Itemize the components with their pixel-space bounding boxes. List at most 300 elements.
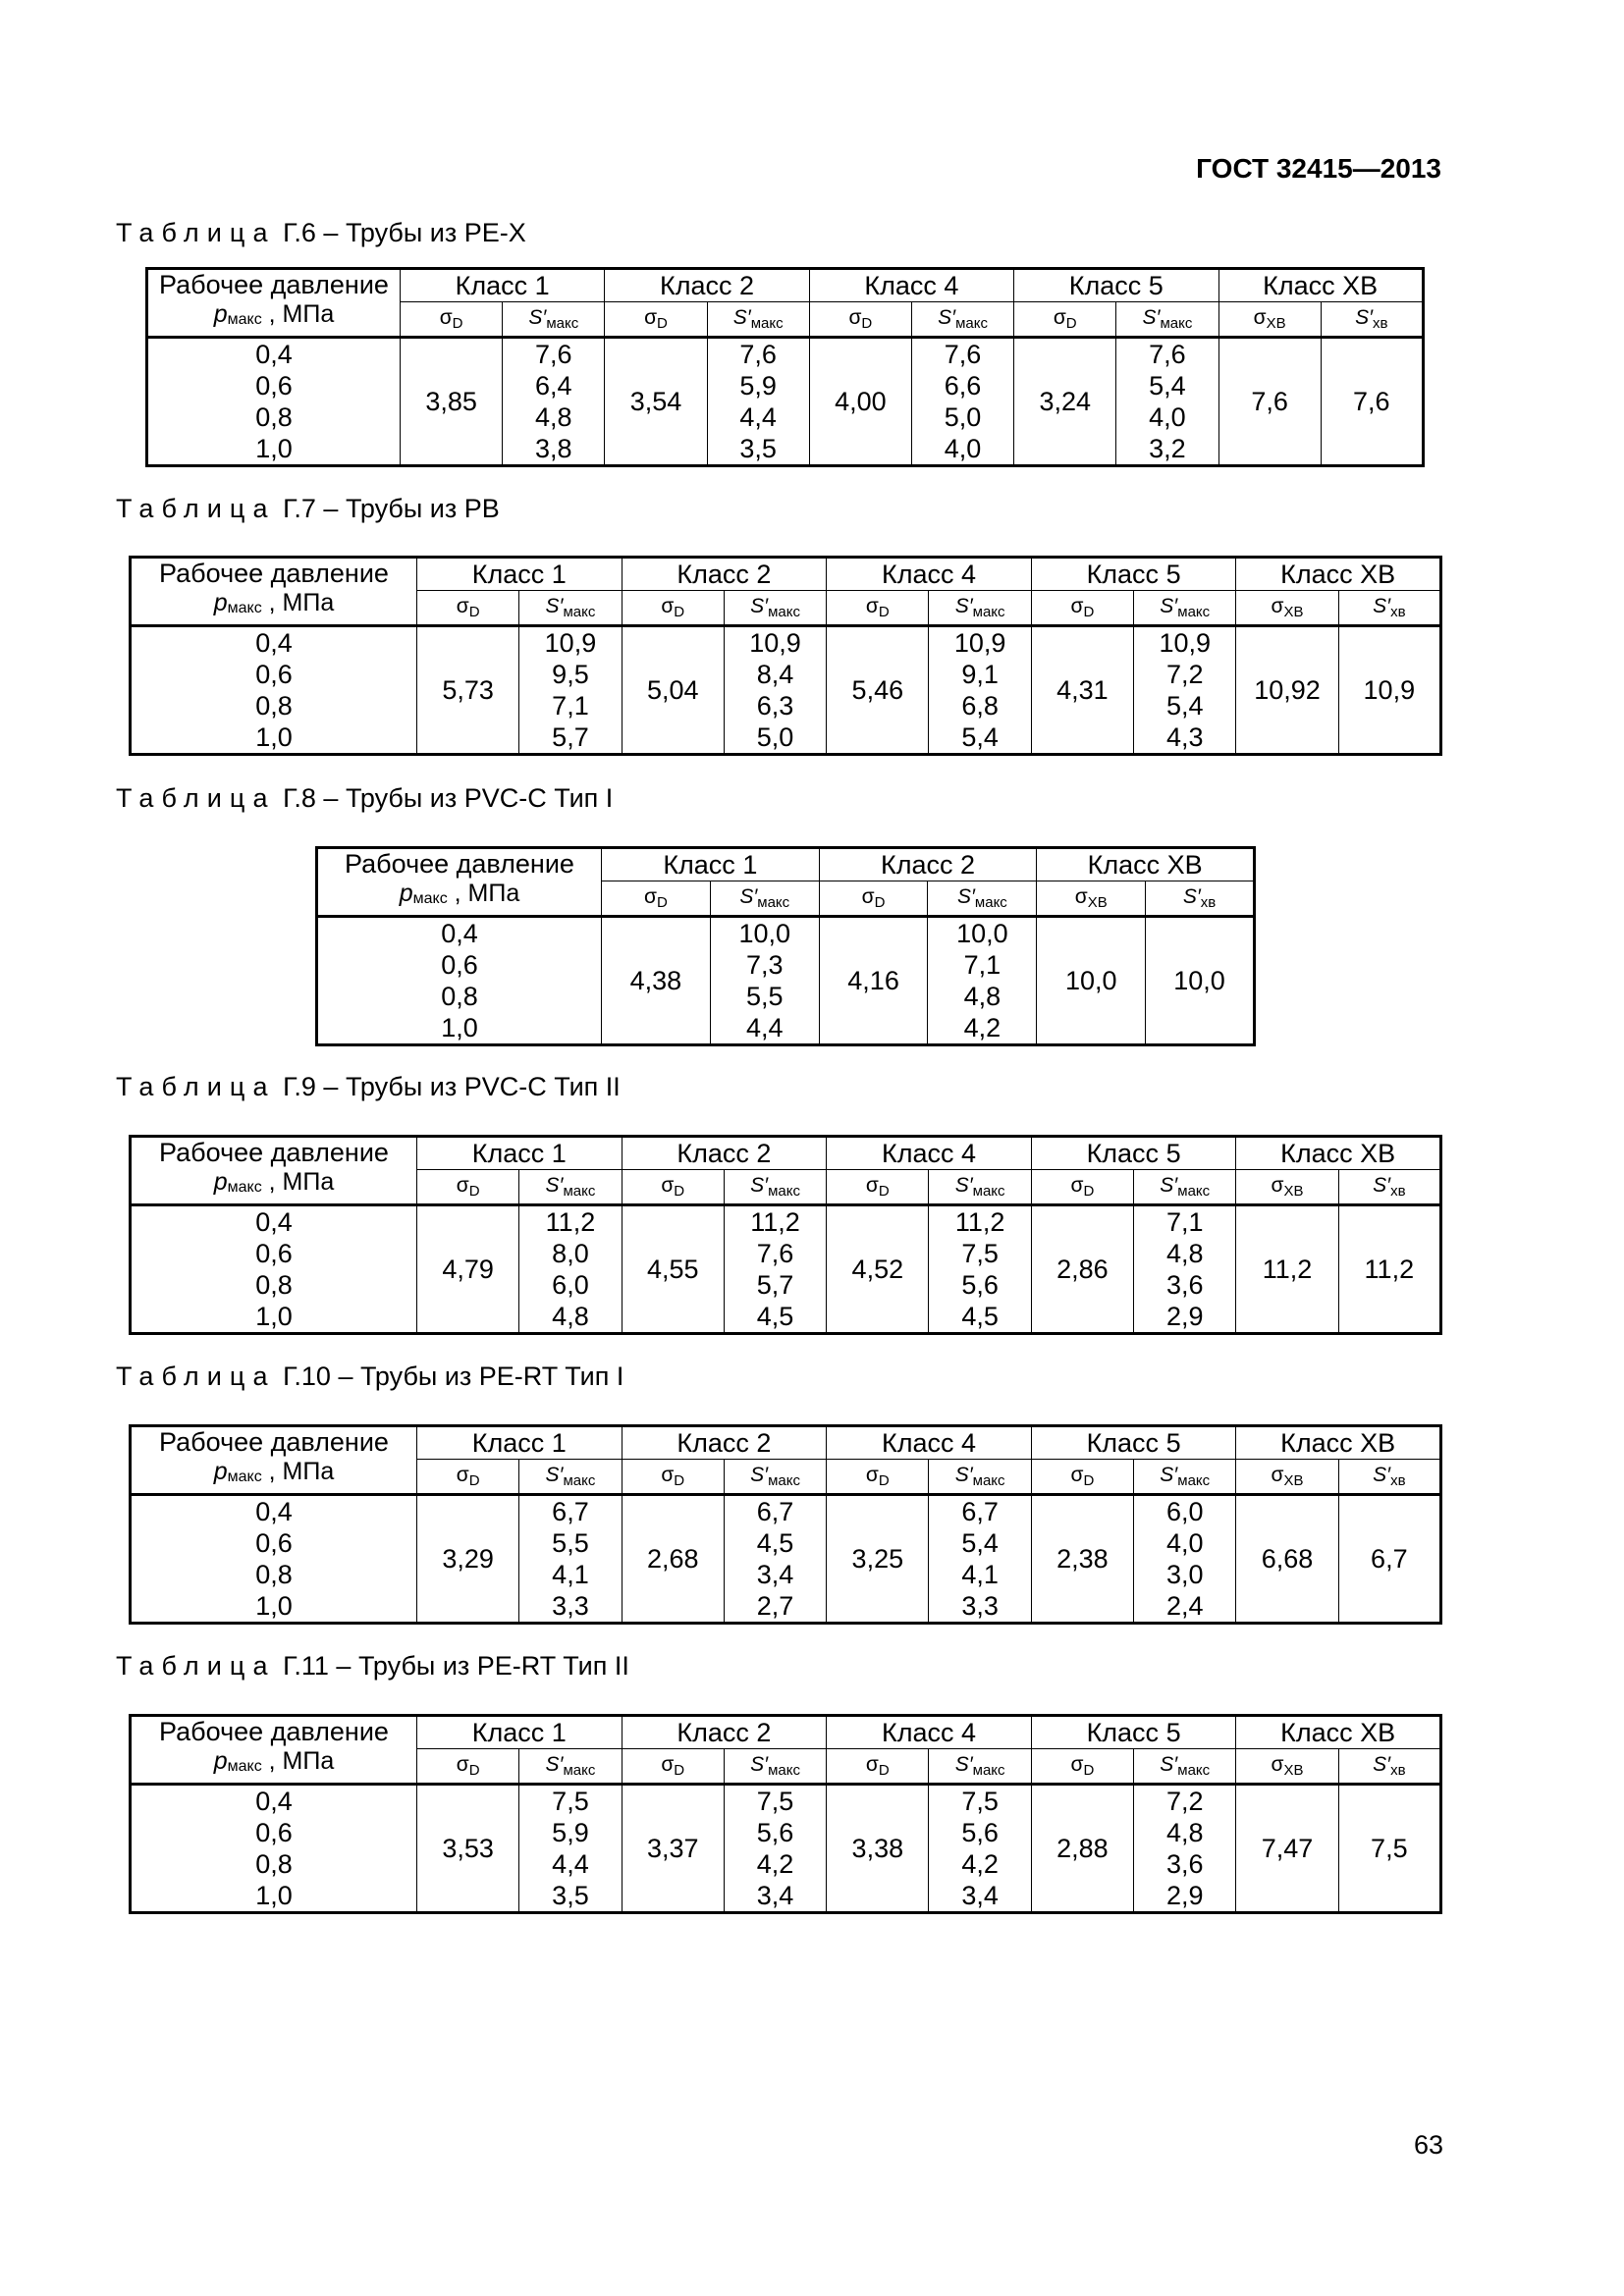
table-caption: [116, 1651, 629, 1682]
pressure-value: 0,8: [255, 1560, 293, 1589]
s-max-value: 4,1: [552, 1560, 589, 1589]
table-caption: [116, 1072, 621, 1102]
sigma-d-value: 4,55: [622, 1205, 724, 1334]
s-max-header: $S'_{макс}$: [1134, 1460, 1236, 1495]
sigma-d-value: 2,38: [1031, 1495, 1133, 1624]
s-max-value: 11,2: [750, 1207, 800, 1237]
s-max-values: [928, 917, 1037, 1045]
s-max-value: 3,8: [535, 434, 572, 463]
s-max-header: $S'_{макс}$: [724, 591, 826, 626]
sigma-d-header: $\sigma_D$: [417, 591, 519, 626]
sigma-d-value: 3,54: [605, 338, 707, 466]
s-max-value: 10,9: [953, 628, 1006, 658]
s-xv-value: 11,2: [1338, 1205, 1440, 1334]
sigma-d-header: $\sigma_D$: [401, 302, 503, 338]
s-max-value: 4,2: [961, 1849, 999, 1879]
pressure-value: 0,4: [441, 919, 478, 948]
s-max-value: 7,5: [552, 1787, 589, 1816]
class-header: Класс 4: [827, 1137, 1032, 1170]
pressure-header: [317, 848, 602, 917]
s-max-header: $S'_{макс}$: [929, 1749, 1031, 1785]
sigma-xv-header: $\sigma_{ХВ}$: [1236, 591, 1338, 626]
s-max-value: 7,1: [1165, 1207, 1204, 1237]
s-max-value: 11,2: [954, 1207, 1005, 1237]
sigma-d-value: 3,29: [417, 1495, 519, 1624]
table-caption: [116, 494, 500, 524]
pressure-header-unit: $p_{макс}$ , МПа: [213, 1747, 335, 1775]
sigma-d-value: 5,04: [622, 626, 724, 755]
s-max-values: [1134, 1205, 1236, 1334]
s-max-value: 9,5: [552, 660, 589, 689]
s-max-value: 5,5: [745, 982, 784, 1011]
sigma-d-header: $\sigma_D$: [622, 1749, 724, 1785]
s-max-header: $S'_{макс}$: [724, 1749, 826, 1785]
sigma-d-header: $\sigma_D$: [809, 302, 911, 338]
s-max-header: $S'_{макс}$: [724, 1170, 826, 1205]
data-table: [315, 846, 1256, 1046]
class-header: Класс 4: [827, 558, 1032, 591]
pressure-values: [131, 626, 417, 755]
s-max-value: 4,5: [756, 1528, 794, 1558]
s-max-value: 3,5: [552, 1881, 589, 1910]
s-max-values: [1134, 1785, 1236, 1913]
s-max-value: 4,0: [1149, 402, 1186, 432]
s-max-value: 5,0: [944, 402, 982, 432]
sigma-d-value: 3,85: [401, 338, 503, 466]
pressure-values: [131, 1205, 417, 1334]
table-row: [131, 1495, 1441, 1624]
class-header: Класс 1: [602, 848, 820, 881]
caption-label: Таблица: [116, 783, 276, 813]
s-max-header: $S'_{макс}$: [519, 1749, 622, 1785]
header-row: [131, 558, 1441, 591]
s-max-value: 3,4: [756, 1881, 794, 1910]
s-max-value: 7,1: [552, 691, 589, 721]
s-max-value: 10,0: [738, 919, 791, 948]
table-caption: [116, 218, 526, 248]
s-max-values: [1134, 626, 1236, 755]
sigma-xv-value: 11,2: [1236, 1205, 1338, 1334]
sigma-d-value: 3,53: [417, 1785, 519, 1913]
s-max-values: [724, 626, 826, 755]
caption-label: Таблица: [116, 1072, 276, 1101]
class-header: Класс 5: [1031, 1137, 1236, 1170]
class-xv-header: Класс ХВ: [1236, 1426, 1441, 1460]
class-xv-header: Класс ХВ: [1236, 1137, 1441, 1170]
sigma-d-header: $\sigma_D$: [622, 591, 724, 626]
header-row: [147, 269, 1424, 302]
header-row: [131, 1137, 1441, 1170]
pressure-value: 1,0: [441, 1013, 478, 1042]
pressure-value: 0,4: [255, 1497, 293, 1526]
pressure-header: [131, 558, 417, 626]
s-max-value: 3,5: [739, 434, 777, 463]
s-max-value: 4,8: [1165, 1239, 1204, 1268]
class-header: Класс 5: [1014, 269, 1218, 302]
s-max-value: 7,2: [1165, 660, 1204, 689]
s-max-value: 4,4: [552, 1849, 589, 1879]
pressure-value: 0,6: [255, 660, 293, 689]
s-max-value: 10,9: [749, 628, 801, 658]
caption-title: Г.10 – Трубы из PE-RT Тип I: [275, 1362, 624, 1391]
s-xv-value: 10,0: [1146, 917, 1255, 1045]
caption-title: Г.8 – Трубы из PVC-C Тип I: [275, 783, 614, 813]
pressure-value: 1,0: [255, 1881, 293, 1910]
s-max-header: $S'_{макс}$: [724, 1460, 826, 1495]
sigma-d-value: 4,31: [1031, 626, 1133, 755]
sigma-d-value: 3,25: [827, 1495, 929, 1624]
s-max-value: 5,0: [756, 722, 794, 752]
pressure-value: 0,4: [255, 340, 293, 369]
s-max-value: 4,4: [745, 1013, 784, 1042]
s-max-value: 3,2: [1149, 434, 1186, 463]
pressure-value: 0,4: [255, 1207, 293, 1237]
sigma-xv-header: $\sigma_{ХВ}$: [1236, 1749, 1338, 1785]
sigma-d-value: 4,16: [819, 917, 928, 1045]
class-xv-header: Класс ХВ: [1236, 1716, 1441, 1749]
pressure-header-unit: $p_{макс}$ , МПа: [213, 1458, 335, 1485]
pressure-value: 0,4: [255, 628, 293, 658]
data-table: [129, 1135, 1442, 1335]
s-max-value: 4,0: [1165, 1528, 1204, 1558]
s-max-header: $S'_{макс}$: [1134, 1170, 1236, 1205]
pressure-header-label: Рабочее давление: [345, 849, 574, 879]
table-caption: [116, 783, 613, 814]
s-max-value: 4,3: [1165, 722, 1204, 752]
pressure-value: 1,0: [255, 722, 293, 752]
pressure-value: 0,6: [255, 371, 293, 400]
class-header: Класс 1: [417, 1137, 623, 1170]
class-header: Класс 2: [819, 848, 1037, 881]
s-max-value: 5,4: [1149, 371, 1186, 400]
s-max-value: 2,9: [1165, 1302, 1204, 1331]
class-header: Класс 1: [417, 1426, 623, 1460]
s-max-values: [724, 1495, 826, 1624]
s-xv-header: $S'_{хв}$: [1338, 1749, 1440, 1785]
s-xv-value: 7,5: [1338, 1785, 1440, 1913]
s-max-value: 3,6: [1165, 1849, 1204, 1879]
s-max-value: 4,2: [756, 1849, 794, 1879]
sigma-d-value: 5,46: [827, 626, 929, 755]
s-max-value: 4,2: [963, 1013, 1001, 1042]
s-max-value: 5,6: [961, 1270, 999, 1300]
s-max-values: [519, 1495, 622, 1624]
s-max-values: [707, 338, 809, 466]
caption-title: Г.6 – Трубы из PE-X: [275, 218, 526, 247]
s-max-value: 2,9: [1165, 1881, 1204, 1910]
class-header: Класс 5: [1031, 1716, 1236, 1749]
sigma-d-value: 2,88: [1031, 1785, 1133, 1913]
s-xv-value: 10,9: [1338, 626, 1440, 755]
pressure-header-label: Рабочее давление: [159, 1138, 389, 1167]
s-max-value: 4,8: [963, 982, 1001, 1011]
pressure-header: [147, 269, 401, 338]
s-max-value: 4,8: [535, 402, 572, 432]
s-max-values: [519, 1785, 622, 1913]
document-header: ГОСТ 32415—2013: [1196, 153, 1441, 184]
sigma-d-value: 4,52: [827, 1205, 929, 1334]
data-table: [129, 556, 1442, 756]
s-max-header: $S'_{макс}$: [929, 591, 1031, 626]
header-row: [131, 1426, 1441, 1460]
s-max-value: 7,6: [756, 1239, 794, 1268]
pressure-value: 0,8: [255, 402, 293, 432]
s-max-value: 3,3: [961, 1591, 999, 1621]
sigma-d-header: $\sigma_D$: [417, 1749, 519, 1785]
pressure-header: [131, 1137, 417, 1205]
sigma-d-value: 4,38: [602, 917, 711, 1045]
sigma-xv-header: $\sigma_{ХВ}$: [1218, 302, 1321, 338]
class-header: Класс 4: [827, 1426, 1032, 1460]
sigma-d-value: 3,24: [1014, 338, 1116, 466]
pressure-value: 0,6: [255, 1528, 293, 1558]
table-row: [317, 917, 1255, 1045]
class-header: Класс 5: [1031, 558, 1236, 591]
sigma-d-header: $\sigma_D$: [827, 1170, 929, 1205]
caption-label: Таблица: [116, 1362, 276, 1391]
sigma-d-value: 4,79: [417, 1205, 519, 1334]
sigma-d-header: $\sigma_D$: [622, 1460, 724, 1495]
sigma-xv-header: $\sigma_{ХВ}$: [1236, 1170, 1338, 1205]
s-max-value: 6,7: [756, 1497, 794, 1526]
pressure-values: [147, 338, 401, 466]
pressure-values: [131, 1785, 417, 1913]
s-max-value: 3,4: [961, 1881, 999, 1910]
table-row: [131, 1205, 1441, 1334]
s-max-value: 5,6: [756, 1818, 794, 1847]
page-number: 63: [1414, 2130, 1444, 2160]
sigma-d-value: 2,86: [1031, 1205, 1133, 1334]
s-max-value: 5,4: [961, 1528, 999, 1558]
sigma-d-header: $\sigma_D$: [602, 881, 711, 917]
s-max-header: $S'_{макс}$: [1134, 591, 1236, 626]
s-max-values: [519, 1205, 622, 1334]
class-header: Класс 2: [605, 269, 809, 302]
s-max-header: $S'_{макс}$: [710, 881, 819, 917]
s-max-value: 3,4: [756, 1560, 794, 1589]
pressure-values: [317, 917, 602, 1045]
sigma-xv-header: $\sigma_{ХВ}$: [1037, 881, 1146, 917]
pressure-value: 0,6: [441, 950, 478, 980]
s-max-value: 9,1: [961, 660, 999, 689]
s-max-value: 4,0: [944, 434, 982, 463]
s-max-value: 7,6: [944, 340, 982, 369]
class-header: Класс 4: [809, 269, 1013, 302]
pressure-value: 1,0: [255, 1591, 293, 1621]
header-row: [317, 848, 1255, 881]
s-max-header: $S'_{макс}$: [519, 591, 622, 626]
pressure-header-label: Рабочее давление: [159, 1427, 389, 1457]
s-max-value: 5,9: [739, 371, 777, 400]
s-xv-header: $S'_{хв}$: [1338, 1170, 1440, 1205]
sigma-d-header: $\sigma_D$: [827, 1460, 929, 1495]
s-max-header: $S'_{макс}$: [503, 302, 605, 338]
s-max-value: 6,3: [756, 691, 794, 721]
s-max-values: [911, 338, 1013, 466]
table-row: [147, 338, 1424, 466]
s-max-value: 6,4: [535, 371, 572, 400]
caption-title: Г.11 – Трубы из PE-RT Тип II: [275, 1651, 629, 1681]
sigma-d-value: 5,73: [417, 626, 519, 755]
pressure-value: 0,8: [255, 1270, 293, 1300]
sigma-d-value: 3,37: [622, 1785, 724, 1913]
s-max-value: 4,5: [961, 1302, 999, 1331]
s-max-header: $S'_{макс}$: [519, 1170, 622, 1205]
s-max-value: 10,0: [956, 919, 1008, 948]
caption-title: Г.7 – Трубы из PB: [275, 494, 500, 523]
s-max-value: 7,5: [756, 1787, 794, 1816]
class-header: Класс 2: [622, 1426, 827, 1460]
s-max-value: 11,2: [545, 1207, 596, 1237]
s-max-values: [710, 917, 819, 1045]
sigma-d-header: $\sigma_D$: [605, 302, 707, 338]
table-caption: [116, 1362, 623, 1392]
class-xv-header: Класс ХВ: [1037, 848, 1255, 881]
s-max-value: 4,4: [739, 402, 777, 432]
caption-label: Таблица: [116, 218, 276, 247]
s-max-value: 6,0: [552, 1270, 589, 1300]
sigma-d-header: $\sigma_D$: [1031, 1749, 1133, 1785]
s-max-value: 7,5: [961, 1239, 999, 1268]
s-max-value: 5,7: [756, 1270, 794, 1300]
pressure-header: [131, 1426, 417, 1495]
pressure-value: 0,6: [255, 1239, 293, 1268]
s-max-value: 3,3: [552, 1591, 589, 1621]
pressure-value: 0,4: [255, 1787, 293, 1816]
s-max-value: 2,7: [756, 1591, 794, 1621]
s-max-header: $S'_{макс}$: [707, 302, 809, 338]
class-xv-header: Класс ХВ: [1236, 558, 1441, 591]
s-xv-value: 7,6: [1321, 338, 1423, 466]
sigma-xv-value: 7,6: [1218, 338, 1321, 466]
s-xv-header: $S'_{хв}$: [1338, 591, 1440, 626]
s-xv-value: 6,7: [1338, 1495, 1440, 1624]
pressure-header-label: Рабочее давление: [159, 559, 389, 588]
s-xv-header: $S'_{хв}$: [1146, 881, 1255, 917]
s-max-header: $S'_{макс}$: [519, 1460, 622, 1495]
s-max-value: 6,8: [961, 691, 999, 721]
s-max-value: 4,8: [552, 1302, 589, 1331]
pressure-header-unit: $p_{макс}$ , МПа: [213, 589, 335, 616]
sigma-d-header: $\sigma_D$: [827, 1749, 929, 1785]
s-max-value: 8,0: [552, 1239, 589, 1268]
s-max-value: 7,6: [535, 340, 572, 369]
s-max-value: 6,0: [1165, 1497, 1204, 1526]
s-max-header: $S'_{макс}$: [929, 1460, 1031, 1495]
pressure-value: 1,0: [255, 1302, 293, 1331]
class-header: Класс 5: [1031, 1426, 1236, 1460]
s-max-value: 5,4: [961, 722, 999, 752]
s-max-header: $S'_{макс}$: [928, 881, 1037, 917]
data-table: [145, 267, 1425, 467]
s-max-header: $S'_{макс}$: [911, 302, 1013, 338]
pressure-value: 1,0: [255, 434, 293, 463]
pressure-header-unit: $p_{макс}$ , МПа: [213, 1168, 335, 1196]
s-xv-header: $S'_{хв}$: [1321, 302, 1423, 338]
class-header: Класс 2: [622, 558, 827, 591]
s-max-value: 10,9: [544, 628, 597, 658]
data-table: [129, 1424, 1442, 1625]
s-max-value: 8,4: [756, 660, 794, 689]
sigma-xv-value: 10,0: [1037, 917, 1146, 1045]
s-max-value: 10,9: [1159, 628, 1211, 658]
class-header: Класс 1: [417, 558, 623, 591]
table-row: [131, 1785, 1441, 1913]
s-max-value: 7,1: [963, 950, 1001, 980]
sigma-d-value: 3,38: [827, 1785, 929, 1913]
sigma-xv-value: 6,68: [1236, 1495, 1338, 1624]
pressure-value: 0,8: [255, 1849, 293, 1879]
s-max-value: 7,6: [739, 340, 777, 369]
class-header: Класс 4: [827, 1716, 1032, 1749]
s-max-value: 4,8: [1165, 1818, 1204, 1847]
s-max-value: 6,6: [944, 371, 982, 400]
class-xv-header: Класс ХВ: [1218, 269, 1423, 302]
pressure-header-label: Рабочее давление: [159, 270, 389, 299]
s-max-value: 5,5: [552, 1528, 589, 1558]
sigma-d-header: $\sigma_D$: [417, 1170, 519, 1205]
s-max-value: 7,3: [745, 950, 784, 980]
s-max-values: [929, 1495, 1031, 1624]
s-max-values: [724, 1785, 826, 1913]
s-max-values: [519, 626, 622, 755]
s-max-value: 6,7: [552, 1497, 589, 1526]
class-header: Класс 1: [417, 1716, 623, 1749]
pressure-values: [131, 1495, 417, 1624]
s-max-values: [503, 338, 605, 466]
s-max-value: 5,7: [552, 722, 589, 752]
s-max-values: [929, 1785, 1031, 1913]
sigma-d-header: $\sigma_D$: [827, 591, 929, 626]
s-max-value: 5,9: [552, 1818, 589, 1847]
s-max-value: 7,2: [1165, 1787, 1204, 1816]
pressure-value: 0,8: [441, 982, 478, 1011]
table-row: [131, 626, 1441, 755]
s-max-values: [724, 1205, 826, 1334]
sigma-d-header: $\sigma_D$: [1014, 302, 1116, 338]
caption-label: Таблица: [116, 1651, 276, 1681]
pressure-value: 0,6: [255, 1818, 293, 1847]
s-max-value: 4,5: [756, 1302, 794, 1331]
s-max-value: 7,6: [1149, 340, 1186, 369]
s-max-value: 6,7: [961, 1497, 999, 1526]
s-max-value: 3,0: [1165, 1560, 1204, 1589]
class-header: Класс 2: [622, 1137, 827, 1170]
caption-title: Г.9 – Трубы из PVC-C Тип II: [275, 1072, 621, 1101]
header-row: [131, 1716, 1441, 1749]
s-max-header: $S'_{макс}$: [1116, 302, 1218, 338]
class-header: Класс 1: [401, 269, 605, 302]
sigma-xv-value: 7,47: [1236, 1785, 1338, 1913]
s-max-value: 5,6: [961, 1818, 999, 1847]
s-max-value: 4,1: [961, 1560, 999, 1589]
pressure-header-unit: $p_{макс}$ , МПа: [213, 300, 335, 328]
sigma-d-header: $\sigma_D$: [417, 1460, 519, 1495]
s-max-value: 3,6: [1165, 1270, 1204, 1300]
sigma-d-value: 4,00: [809, 338, 911, 466]
pressure-header-unit: $p_{макс}$ , МПа: [399, 880, 520, 907]
sigma-xv-value: 10,92: [1236, 626, 1338, 755]
sigma-d-header: $\sigma_D$: [1031, 1170, 1133, 1205]
s-max-values: [929, 1205, 1031, 1334]
pressure-value: 0,8: [255, 691, 293, 721]
sigma-d-header: $\sigma_D$: [622, 1170, 724, 1205]
sigma-d-header: $\sigma_D$: [1031, 591, 1133, 626]
pressure-header: [131, 1716, 417, 1785]
pressure-header-label: Рабочее давление: [159, 1717, 389, 1746]
sigma-xv-header: $\sigma_{ХВ}$: [1236, 1460, 1338, 1495]
caption-label: Таблица: [116, 494, 276, 523]
